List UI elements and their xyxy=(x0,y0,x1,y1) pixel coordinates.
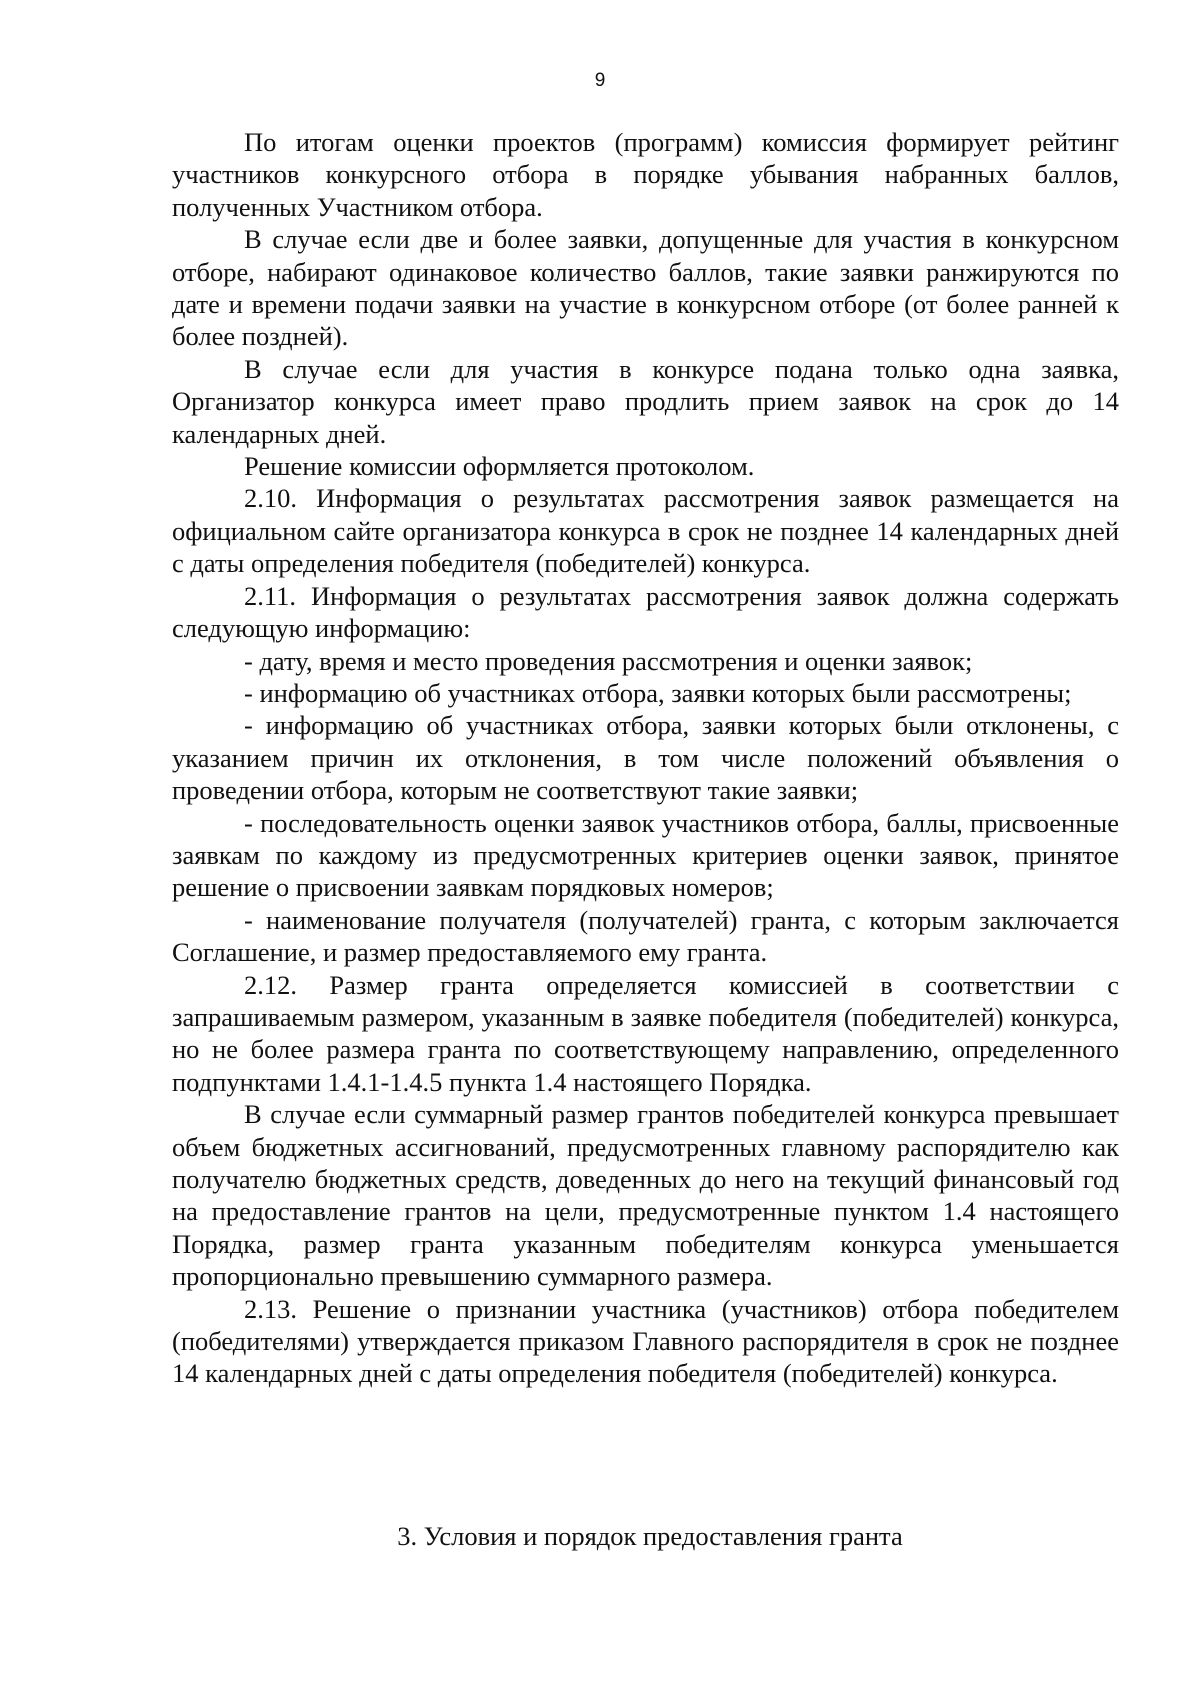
clause-2-12: 2.12. Размер гранта определяется комиссией в соответствии с запрашиваемым размером, указанным в заявке победителя (победителей) конкурса, но не более размера гранта по соответствующему направлению, определенного подпунктами 1.4.1-1.4.5 пункта 1.4 настоящего Порядка. xyxy=(172,969,1119,1097)
clause-2-10: 2.10. Информация о результатах рассмотрения заявок размещается на официальном сайте организатора конкурса в срок не позднее 14 календарных дней с даты определения победителя (победителей) конкурса. xyxy=(172,483,1119,579)
clause-2-13: 2.13. Решение о признании участника (участников) отбора победителем (победителями) утверждается приказом Главного распорядителя в срок не позднее 14 календарных дней с даты определения победителя (победителей) конкурса. xyxy=(172,1293,1119,1389)
list-item-reviewed-participants: - информацию об участниках отбора, заявки которых были рассмотрены; xyxy=(244,677,1072,708)
clause-2-11: 2.11. Информация о результатах рассмотрения заявок должна содержать следующую информацию: xyxy=(172,580,1119,644)
section-heading: 3. Условия и порядок предоставления гранта xyxy=(397,1521,903,1551)
paragraph-single-application: В случае если для участия в конкурсе подана только одна заявка, Организатор конкурса имеет право продлить прием заявок на срок до 14 календарных дней. xyxy=(172,353,1119,449)
list-item-evaluation-sequence: - последовательность оценки заявок участников отбора, баллы, присвоенные заявкам по каждому из предусмотренных критериев оценки заявок, принятое решение о присвоении заявкам порядковых номеров; xyxy=(172,807,1119,903)
paragraph-equal-scores: В случае если две и более заявки, допущенные для участия в конкурсном отборе, набирают одинаковое количество баллов, такие заявки ранжируются по дате и времени подачи заявки на участие в конкурсном отборе (от более ранней к более поздней). xyxy=(172,224,1119,352)
page-number: 9 xyxy=(594,70,606,91)
paragraph-rating: По итогам оценки проектов (программ) комиссия формирует рейтинг участников конкурсного отбора в порядке убывания набранных баллов, полученных Участником отбора. xyxy=(172,127,1119,222)
paragraph-protocol: Решение комиссии оформляется протоколом. xyxy=(244,451,755,482)
paragraph-grant-reduction: В случае если суммарный размер грантов победителей конкурса превышает объем бюджетных ассигнований, предусмотренных главному распорядителю как получателю бюджетных средств, доведенных до него на текущий финансовый год на предоставление грантов на цели, предусмотренные пунктом 1.4 настоящего Порядка, размер гранта указанным победителям конкурса уменьшается пропорционально превышению суммарного размера. xyxy=(172,1099,1119,1292)
list-item-rejected-participants: - информацию об участниках отбора, заявки которых были отклонены, с указанием причин их отклонения, в том числе положений объявления о проведении отбора, которым не соответствуют такие заявки; xyxy=(172,710,1119,806)
list-item-date-time-place: - дату, время и место проведения рассмотрения и оценки заявок; xyxy=(244,645,973,676)
document-body xyxy=(172,126,1119,1390)
list-item-grant-recipient: - наименование получателя (получателей) гранта, с которым заключается Соглашение, и размер предоставляемого ему гранта. xyxy=(172,904,1119,968)
